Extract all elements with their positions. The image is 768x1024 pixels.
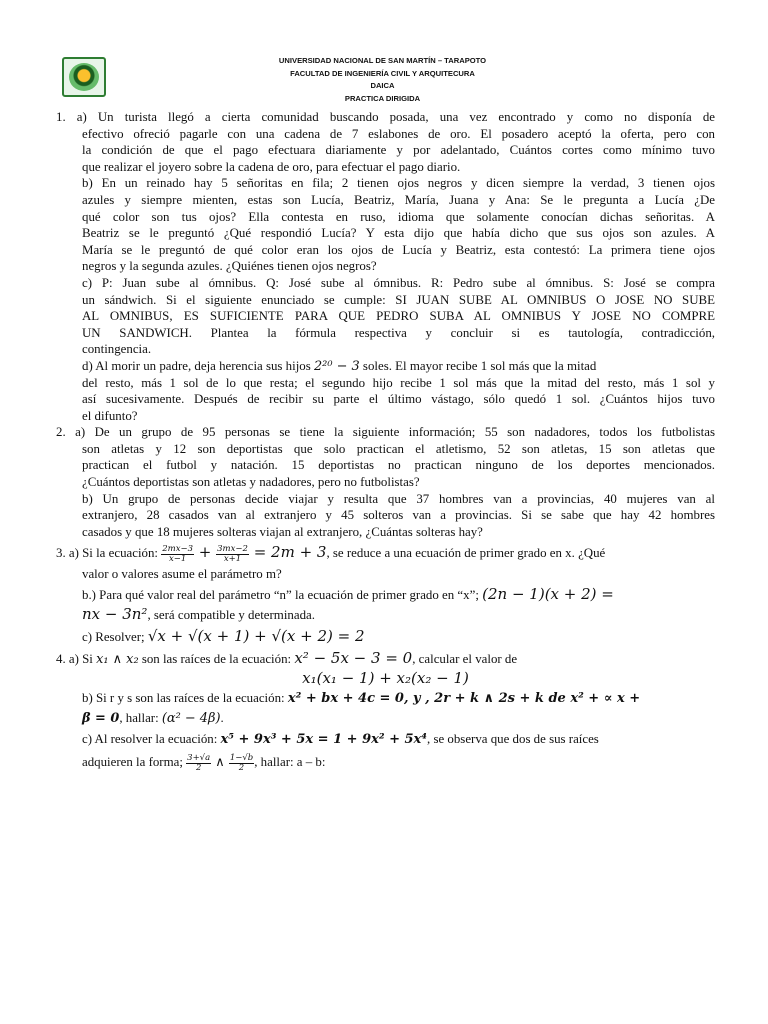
- text-line: 2. a) De un grupo de 95 personas se tiene la siguiente información; 55 son nadadores, todos los futbolistas: [56, 425, 715, 440]
- text-line: del resto, más 1 sol de lo que resta; el segundo hijo recibe 1 sol más que la mitad del resto, más 1 sol y: [82, 375, 715, 390]
- text-span: b.) Para qué valor real del parámetro “n” la ecuación de primer grado en “x”;: [82, 588, 483, 603]
- denominator: x−1: [168, 553, 187, 564]
- text-line: [82, 750, 715, 774]
- math-expression: +: [194, 543, 217, 562]
- text-span: , se observa que dos de sus raíces: [427, 732, 599, 747]
- text-span: d) Al morir un padre, deja herencia sus hijos: [82, 358, 314, 373]
- math-expression: x₁ ∧ x₂: [96, 652, 139, 668]
- text-span: 3. a) Si la ecuación:: [56, 546, 162, 561]
- text-line: b) Un grupo de personas decide viajar y resulta que 37 hombres van a provincias, 40 mujeres van al: [82, 491, 715, 506]
- text-span: 4. a) Si: [56, 652, 97, 667]
- text-line: el difunto?: [82, 408, 138, 423]
- faculty-name: FACULTAD DE INGENIERÍA CIVIL Y ARQUITECURA: [290, 68, 475, 78]
- denominator: 2: [238, 762, 245, 773]
- text-line: extranjero, 28 casados van al extranjero y 45 solteros van a provincias. Si se sabe que hay 42 hombres: [82, 508, 715, 523]
- math-expression: x² + bx + 4c = 0, y , 2r + k ∧ 2s + k de x² + ∝ x +: [287, 691, 641, 707]
- text-line: [82, 728, 715, 750]
- text-span: , hallar: a – b:: [254, 755, 326, 770]
- document-title: PRACTICA DIRIGIDA: [344, 93, 421, 103]
- text-line: [82, 624, 715, 648]
- numerator: 3+√a: [187, 752, 211, 763]
- text-span: , calcular el valor de: [412, 652, 518, 667]
- math-expression: (2n − 1)(x + 2) =: [482, 585, 614, 604]
- text-line: negros y la segunda azules. ¿Quiénes tienen ojos negros?: [82, 259, 377, 274]
- text-line: [56, 540, 715, 564]
- text-line: ¿Cuántos deportistas son atletas y nadadores, pero no futbolistas?: [82, 475, 420, 490]
- text-line: b) En un reinado hay 5 señoritas en fila; 2 tienen ojos negros y dicen siempre la verdad, 3 tienen ojos: [82, 176, 715, 191]
- text-line: [82, 358, 715, 375]
- text-line: contingencia.: [82, 342, 152, 357]
- math-expression: 2²⁰ − 3: [313, 358, 360, 374]
- text-span: soles. El mayor recibe 1 sol más que la mitad: [359, 358, 597, 373]
- text-line: [56, 648, 715, 668]
- text-line: qué color son tus ojos? Ella contesta en ruso, idioma que solamente conocían dichas señoritas. A: [82, 209, 715, 224]
- text-line: c) P: Juan sube al ómnibus. Q: José sube al ómnibus. R: Pedro sube al ómnibus. S: José se compra: [82, 275, 715, 290]
- text-line: son atletas y 12 son deportistas que solo practican el atletismo, 52 son atletas, 15 son atletas que: [82, 441, 715, 456]
- text-line: azules y siempre mienten, estas son Lucía, Beatriz, María, Juana y Ana: Se le pregunta a Lucía ¿De: [82, 192, 715, 207]
- numerator: 2mx−3: [162, 543, 194, 554]
- department-name: DAICA: [370, 81, 395, 90]
- text-span: adquieren la forma;: [82, 755, 187, 770]
- math-expression: x₁(x₁ − 1) + x₂(x₂ − 1): [302, 669, 469, 688]
- text-span: , hallar:: [119, 711, 162, 726]
- math-expression: ∧: [211, 755, 229, 771]
- text-line: valor o valores asume el parámetro m?: [82, 567, 282, 582]
- text-span: , será compatible y determinada.: [147, 608, 315, 623]
- university-name: UNIVERSIDAD NACIONAL DE SAN MARTÍN – TARAPOTO: [278, 56, 487, 65]
- math-expression: nx − 3n²: [82, 605, 148, 624]
- text-line: la condición de que el pago efectuara diariamente y por adelantado, Cuántos cortes como mínimo tuvo: [82, 143, 715, 158]
- text-span: c) Al resolver la ecuación:: [82, 732, 221, 747]
- text-line: [82, 604, 715, 624]
- text-line: un sándwich. Si el siguiente enunciado se cumple: SI JUAN SUBE AL OMNIBUS O JOSE NO SUBE: [82, 292, 715, 307]
- text-span: c) Resolver;: [82, 630, 148, 645]
- math-expression: (α² − 4β): [161, 711, 221, 727]
- text-line: [82, 688, 715, 708]
- denominator: x+1: [223, 553, 242, 564]
- problem-list: [56, 109, 715, 774]
- text-line: practican el futbol y natación. 15 deportistas no practican ninguno de los deportes mencionados.: [82, 458, 715, 473]
- text-span: , se reduce a una ecuación de primer grado en x. ¿Qué: [326, 546, 606, 561]
- text-line: AL OMNIBUS, ES SUFICIENTE PARA QUE PEDRO SUBA AL OMNIBUS Y JOSE NO COMPRE: [82, 309, 715, 324]
- text-line: casados y que 18 mujeres solteras viajan al extranjero, ¿Cuántas solteras hay?: [82, 524, 483, 539]
- text-span: .: [220, 711, 224, 726]
- fraction: [186, 754, 211, 773]
- fraction: [216, 545, 249, 564]
- numerator: 1−√b: [229, 752, 254, 763]
- fraction: [161, 545, 194, 564]
- text-span: son las raíces de la ecuación:: [138, 652, 295, 667]
- text-line: que realizar el joyero sobre la cadena de oro, para efectuar el pago diario.: [82, 159, 461, 174]
- text-line: así sucesivamente. Después de recibir su parte el último vástago, sólo quedó 1 sol. ¿Cuántos hijos tuvo: [82, 392, 715, 407]
- university-logo: [62, 57, 106, 97]
- math-expression: β = 0: [82, 711, 120, 727]
- denominator: 2: [195, 762, 202, 773]
- math-expression: x² − 5x − 3 = 0: [294, 649, 413, 668]
- text-line: Beatriz se le preguntó ¿Qué respondió Lucía? Y esta dijo que había dicho que sus ojos son azules. A: [82, 226, 715, 241]
- text-span: b) Si r y s son las raíces de la ecuación:: [82, 691, 288, 706]
- document-header: [190, 55, 575, 105]
- text-line: María se le preguntó de qué color eran los ojos de Lucía y Beatriz, esta contestó: La primera tiene ojos: [82, 242, 715, 257]
- numerator: 3mx−2: [217, 543, 248, 554]
- text-line: [82, 708, 715, 728]
- math-expression: = 2m + 3: [248, 543, 327, 562]
- fraction: [229, 754, 254, 773]
- text-line: [82, 584, 715, 604]
- text-line: efectivo ofreció pagarle con una cadena de 7 eslabones de oro. El posadero aceptó la oferta, pero con: [82, 126, 715, 141]
- text-line: 1. a) Un turista llegó a cierta comunidad buscando posada, una vez encontrado y como no disponía de: [56, 110, 715, 124]
- math-expression: √x + √(x + 1) + √(x + 2) = 2: [147, 627, 365, 646]
- text-line: UN SANDWICH. Plantea la fórmula respectiva y concluir si es tautología, contradicción,: [82, 325, 715, 340]
- text-line: [56, 668, 715, 688]
- math-expression: x⁵ + 9x³ + 5x = 1 + 9x² + 5x⁴: [220, 732, 427, 748]
